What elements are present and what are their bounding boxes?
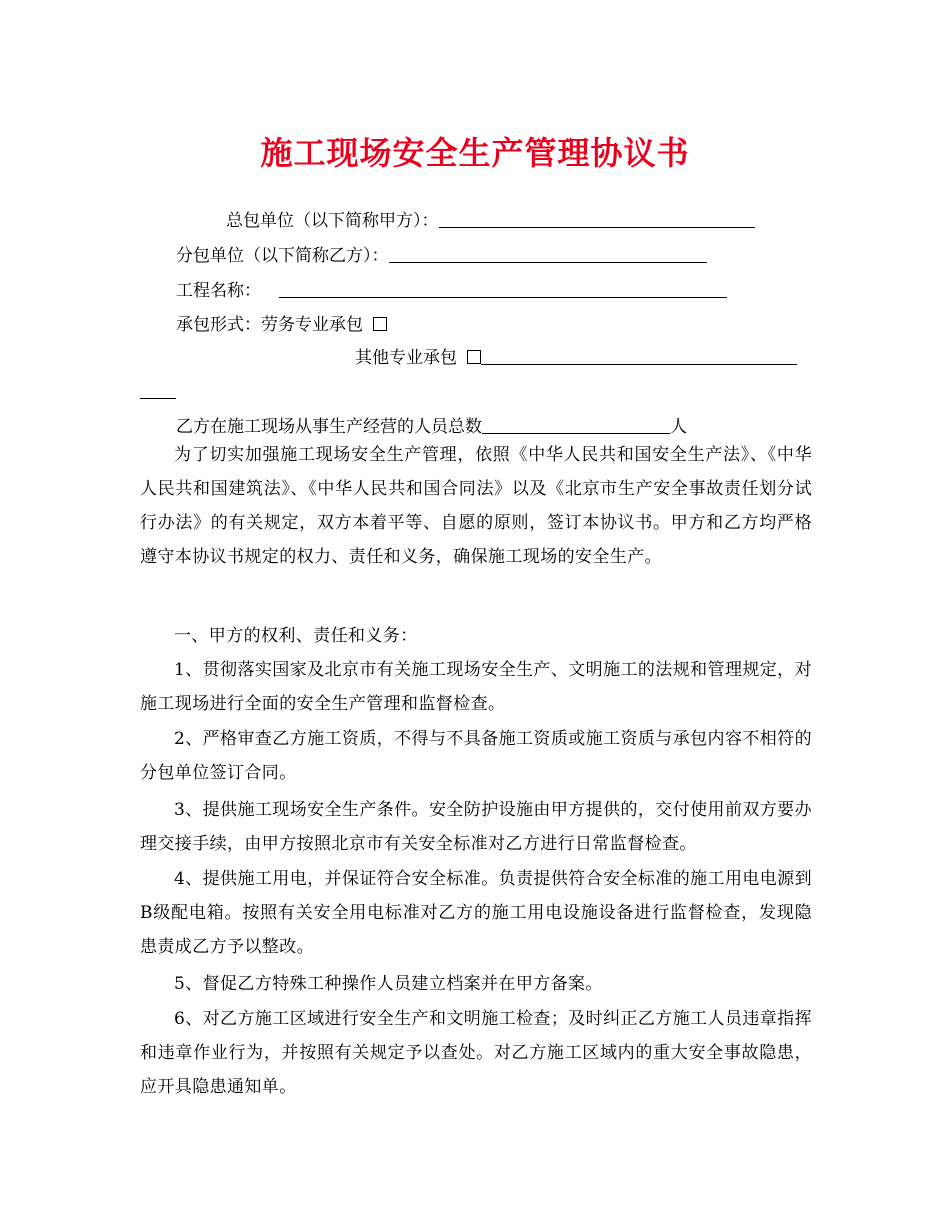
- project-name-field: [176, 279, 727, 303]
- intro-paragraph: 为了切实加强施工现场安全生产管理，依照《中华人民共和国安全生产法》、《中华人民共和国建筑法》、《中华人民共和国合同法》以及《北京市生产安全事故责任划分试行办法》的有关规定，双方本着平等、自愿的原则，签订本协议书。甲方和乙方均严格遵守本协议书规定的权力、责任和义务，确保施工现场的安全生产。: [140, 445, 812, 567]
- subcontractor-blank[interactable]: [389, 244, 707, 263]
- other-contract-field: [355, 346, 797, 370]
- project-name-blank[interactable]: [279, 279, 727, 298]
- section1-heading: 一、甲方的权利、责任和义务：: [174, 626, 418, 646]
- clause-2: 2、严格审查乙方施工资质，不得与不具备施工资质或施工资质与承包内容不相符的分包单位签订合同。: [140, 729, 812, 783]
- contract-form-field: [176, 313, 391, 337]
- clause-3: 3、提供施工现场安全生产条件。安全防护设施由甲方提供的，交付使用前双方要办理交接手续，由甲方按照北京市有关安全标准对乙方进行日常监督检查。: [140, 800, 812, 854]
- clause-4: 4、提供施工用电，并保证符合安全标准。负责提供符合安全标准的施工用电电源到B级配电箱。按照有关安全用电标准对乙方的施工用电设施设备进行监督检查，发现隐患责成乙方予以整改。: [140, 869, 812, 957]
- staff-count-suffix: 人: [670, 417, 687, 437]
- clause-5: 5、督促乙方特殊工种操作人员建立档案并在甲方备案。: [174, 974, 603, 994]
- subcontractor-label: 分包单位（以下简称乙方）：: [176, 246, 389, 266]
- clause-1: 1、贯彻落实国家及北京市有关施工现场安全生产、文明施工的法规和管理规定，对施工现场进行全面的安全生产管理和监督检查。: [140, 660, 812, 714]
- staff-count-blank[interactable]: [482, 415, 670, 434]
- subcontractor-field: [176, 244, 707, 268]
- other-contract-blank-wrap[interactable]: [140, 380, 176, 399]
- other-contract-blank-continued: [140, 380, 176, 404]
- document-title: 施工现场安全生产管理协议书: [260, 134, 690, 172]
- other-contract-label: 其他专业承包: [355, 348, 457, 368]
- general-contractor-blank[interactable]: [439, 209, 755, 228]
- general-contractor-field: [226, 209, 755, 233]
- contract-form-label: 承包形式：劳务专业承包: [176, 315, 363, 335]
- staff-count-prefix: 乙方在施工现场从事生产经营的人员总数: [176, 417, 482, 437]
- other-contract-blank[interactable]: [481, 346, 797, 365]
- staff-count-field: [176, 415, 687, 439]
- clause-6: 6、对乙方施工区域进行安全生产和文明施工检查；及时纠正乙方施工人员违章指挥和违章作业行为，并按照有关规定予以查处。对乙方施工区域内的重大安全事故隐患，应开具隐患通知单。: [140, 1009, 812, 1097]
- labor-contract-checkbox[interactable]: [373, 317, 387, 331]
- project-name-label: 工程名称：: [176, 281, 261, 301]
- other-contract-checkbox[interactable]: [467, 350, 481, 364]
- general-contractor-label: 总包单位（以下简称甲方）：: [226, 211, 439, 231]
